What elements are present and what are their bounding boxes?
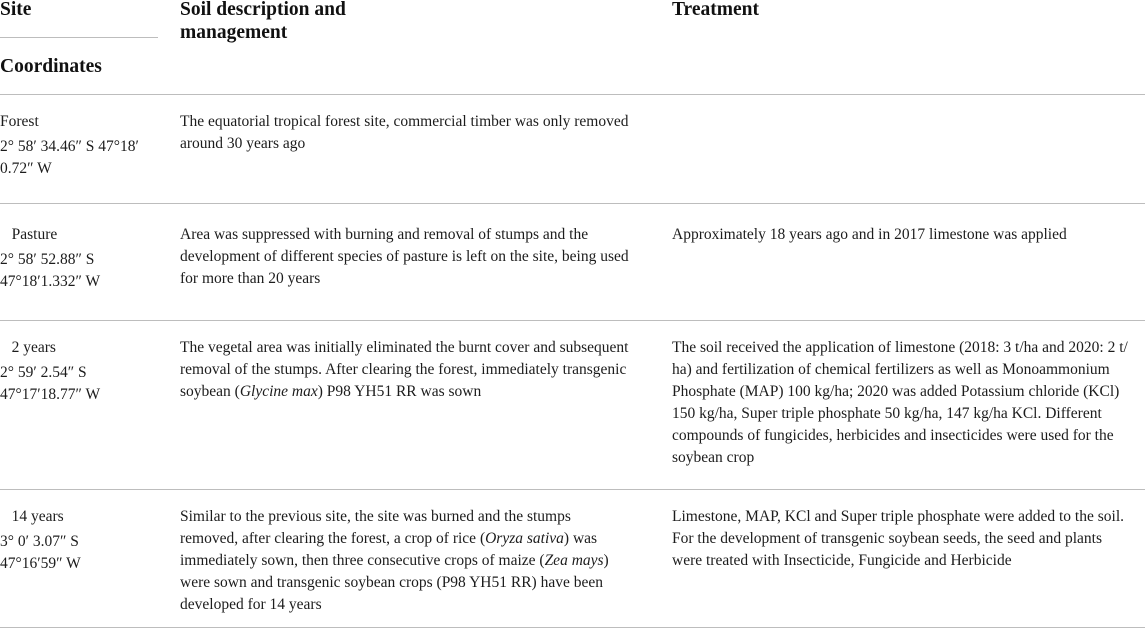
site-coordinates-line: 2° 59′ 2.54″ S (0, 364, 87, 381)
site-coordinates-line: 47°16′59″ W (0, 555, 81, 572)
row-rule (0, 203, 1145, 204)
soil-text-line: immediately sown, then three consecutive crops of maize (Zea mays) (180, 552, 609, 569)
treatment-text-line: Phosphate (MAP) 100 kg/ha; 2020 was added Potassium chloride (KCl) (672, 383, 1120, 400)
site-name: Pasture (0, 226, 58, 243)
treatment-text-line: ha) and fertilization of chemical fertilizers as well as Monoammonium (672, 361, 1110, 378)
site-name: 14 years (0, 508, 64, 525)
row-14-years-soil (180, 506, 655, 616)
site-name: 2 years (0, 339, 56, 356)
row-pasture-soil (180, 224, 655, 290)
row-pasture-treatment (672, 224, 1145, 246)
row-14-years-treatment (672, 506, 1145, 572)
row-pasture-site (0, 224, 100, 293)
soil-text-line: The vegetal area was initially eliminated the burnt cover and subsequent (180, 339, 629, 356)
row-forest-site (0, 111, 139, 180)
row-2-years-soil (180, 337, 655, 403)
table-bottom-rule (0, 627, 1145, 628)
row-rule (0, 489, 1145, 490)
header-site: Site (0, 0, 32, 20)
row-14-years-site (0, 506, 81, 575)
header-coordinates: Coordinates (0, 56, 102, 77)
header-soil-description (180, 0, 480, 44)
row-2-years-treatment (672, 337, 1145, 469)
treatment-text-line: Limestone, MAP, KCl and Super triple phosphate were added to the soil. (672, 508, 1125, 525)
site-coordinates-line: 47°17′18.77″ W (0, 386, 101, 403)
soil-text-line: Area was suppressed with burning and removal of stumps and the (180, 226, 589, 243)
treatment-text-line: soybean crop (672, 449, 755, 466)
soil-text-line: The equatorial tropical forest site, commercial timber was only removed (180, 113, 629, 130)
soil-text-line: removed, after clearing the forest, a crop of rice (Oryza sativa) was (180, 530, 598, 547)
header-subrule (0, 37, 158, 38)
species-name: Glycine max (239, 383, 318, 400)
soil-text-line: soybean (Glycine max) P98 YH51 RR was sown (180, 383, 482, 400)
treatment-text-line: 150 kg/ha, Super triple phosphate 50 kg/ha, 147 kg/ha KCl. Different (672, 405, 1102, 422)
soil-text-line: around 30 years ago (180, 135, 306, 152)
site-coordinates-line: 3° 0′ 3.07″ S (0, 533, 79, 550)
soil-text-line: Similar to the previous site, the site was burned and the stumps (180, 508, 571, 525)
soil-text-line: removal of the stumps. After clearing the forest, immediately transgenic (180, 361, 627, 378)
treatment-text-line: The soil received the application of limestone (2018: 3 t/ha and 2020: 2 t/ (672, 339, 1128, 356)
soil-text-line: for more than 20 years (180, 270, 321, 287)
treatment-text-line: For the development of transgenic soybean seeds, the seed and plants (672, 530, 1103, 547)
site-coordinates-line: 47°18′1.332″ W (0, 273, 101, 290)
species-name: Zea mays (544, 552, 604, 569)
treatment-text-line: compounds of fungicides, herbicides and insecticides were used for the (672, 427, 1114, 444)
header-soil-line: Soil description and (180, 0, 346, 20)
row-2-years-site (0, 337, 100, 406)
site-coordinates-line: 2° 58′ 52.88″ S (0, 251, 95, 268)
site-name: Forest (0, 113, 39, 130)
site-coordinates-line: 2° 58′ 34.46″ S 47°18′ (0, 138, 139, 155)
row-rule (0, 320, 1145, 321)
header-soil-line: management (180, 22, 288, 43)
row-forest-soil (180, 111, 655, 155)
treatment-text-line: Approximately 18 years ago and in 2017 limestone was applied (672, 226, 1067, 243)
treatment-text-line: were treated with Insecticide, Fungicide and Herbicide (672, 552, 1012, 569)
site-coordinates-line: 0.72″ W (0, 160, 52, 177)
soil-text-line: were sown and transgenic soybean crops (P98 YH51 RR) have been (180, 574, 603, 591)
soil-text-line: development of different species of pasture is left on the site, being used (180, 248, 629, 265)
soil-text-line: developed for 14 years (180, 596, 322, 613)
header-bottom-rule (0, 94, 1145, 95)
species-name: Oryza sativa (485, 530, 564, 547)
header-treatment: Treatment (672, 0, 759, 20)
